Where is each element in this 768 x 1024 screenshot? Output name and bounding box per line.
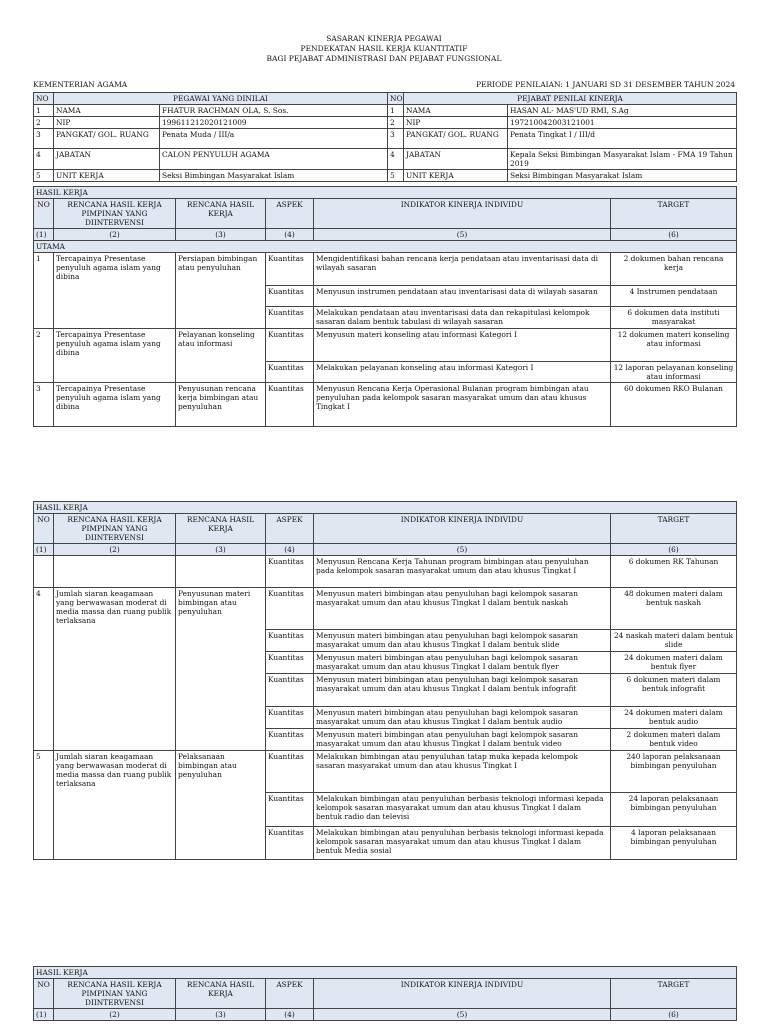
aspek: Kuantitas xyxy=(266,286,314,307)
row-no: 2 xyxy=(34,117,54,129)
target: 24 laporan pelaksanaan bimbingan penyuluhan xyxy=(611,793,737,827)
column-header: ASPEK xyxy=(266,199,314,229)
indikator-row xyxy=(34,751,737,793)
column-number: (2) xyxy=(54,1009,176,1021)
utama-label: UTAMA xyxy=(34,241,737,253)
row-no: 3 xyxy=(34,129,54,149)
pegawai-label: NAMA xyxy=(54,105,160,117)
row-no: 3 xyxy=(388,129,404,149)
pegawai-value: FHATUR RACHMAN OLA, S. Sos. xyxy=(160,105,388,117)
column-number: (4) xyxy=(266,544,314,556)
indikator: Menyusun materi konseling atau informasi Kategori I xyxy=(314,329,611,362)
aspek: Kuantitas xyxy=(266,630,314,652)
identity-table xyxy=(33,92,737,182)
aspek: Kuantitas xyxy=(266,588,314,630)
indikator-row xyxy=(34,253,737,286)
hasil-kerja-table-page1 xyxy=(33,186,737,427)
identity-row xyxy=(34,149,737,170)
indikator: Mengidentifikasi bahan rencana kerja pendataan atau inventarisasi data di wilayah sasaran xyxy=(314,253,611,286)
aspek: Kuantitas xyxy=(266,556,314,588)
pegawai-label: NIP xyxy=(54,117,160,129)
column-number-row xyxy=(34,229,737,241)
column-header: TARGET xyxy=(611,199,737,229)
group-no: 4 xyxy=(34,588,54,751)
target: 2 dokumen bahan rencana kerja xyxy=(611,253,737,286)
column-number: (2) xyxy=(54,229,176,241)
col-no: NO xyxy=(388,93,404,105)
column-header: TARGET xyxy=(611,514,737,544)
indikator: Melakukan bimbingan atau penyuluhan berbasis teknologi informasi kepada kelompok sasaran masyarakat umum dan atau khusus Tingkat I dalam bentuk radio dan televisi xyxy=(314,793,611,827)
target: 6 dokumen data instituti masyarakat xyxy=(611,307,737,329)
column-header-row xyxy=(34,514,737,544)
indikator: Melakukan bimbingan atau penyuluhan berbasis teknologi informasi kepada kelompok sasaran masyarakat umum dan atau khusus Tingkat I dalam bentuk Media sosial xyxy=(314,827,611,860)
target: 12 laporan pelayanan konseling atau informasi xyxy=(611,362,737,383)
penilai-label: NIP xyxy=(404,117,508,129)
rhk: Pelaksanaan bimbingan atau penyuluhan xyxy=(176,751,266,860)
indikator: Menyusun materi bimbingan atau penyuluhan bagi kelompok sasaran masyarakat umum dan atau khusus Tingkat I dalam bentuk slide xyxy=(314,630,611,652)
indikator: Melakukan bimbingan atau penyuluhan tatap muka kepada kelompok sasaran masyarakat umum dan atau khusus Tingkat I xyxy=(314,751,611,793)
column-number: (6) xyxy=(611,544,737,556)
penilai-value: 197210042003121001 xyxy=(508,117,737,129)
row-no: 4 xyxy=(34,149,54,170)
target: 48 dokumen materi dalam bentuk naskah xyxy=(611,588,737,630)
column-number: (5) xyxy=(314,544,611,556)
column-header: NO xyxy=(34,514,54,544)
aspek: Kuantitas xyxy=(266,729,314,751)
column-header: RENCANA HASIL KERJA PIMPINAN YANG DIINTERVENSI xyxy=(54,199,176,229)
row-no: 1 xyxy=(388,105,404,117)
column-number: (5) xyxy=(314,229,611,241)
hasil-kerja-table-page3 xyxy=(33,966,737,1021)
empty-cell xyxy=(54,556,176,588)
column-header: INDIKATOR KINERJA INDIVIDU xyxy=(314,199,611,229)
pegawai-label: JABATAN xyxy=(54,149,160,170)
identity-row xyxy=(34,105,737,117)
instansi-label: KEMENTERIAN AGAMA xyxy=(33,80,128,89)
hasil-kerja-table-page2 xyxy=(33,501,737,860)
target: 6 dokumen RK Tahunan xyxy=(611,556,737,588)
target: 2 dokumen materi dalam bentuk video xyxy=(611,729,737,751)
column-header: RENCANA HASIL KERJA xyxy=(176,514,266,544)
indikator: Menyusun instrumen pendataan atau inventarisasi data di wilayah sasaran xyxy=(314,286,611,307)
indikator: Menyusun materi bimbingan atau penyuluhan bagi kelompok sasaran masyarakat umum dan atau khusus Tingkat I dalam bentuk flyer xyxy=(314,652,611,674)
doc-title-1: SASARAN KINERJA PEGAWAI xyxy=(326,34,442,43)
penilai-label: PANGKAT/ GOL. RUANG xyxy=(404,129,508,149)
column-number: (5) xyxy=(314,1009,611,1021)
aspek: Kuantitas xyxy=(266,253,314,286)
indikator-row xyxy=(34,588,737,630)
indikator: Menyusun materi bimbingan atau penyuluhan bagi kelompok sasaran masyarakat umum dan atau khusus Tingkat I dalam bentuk video xyxy=(314,729,611,751)
column-number: (1) xyxy=(34,229,54,241)
column-number: (1) xyxy=(34,1009,54,1021)
aspek: Kuantitas xyxy=(266,307,314,329)
column-header: INDIKATOR KINERJA INDIVIDU xyxy=(314,514,611,544)
column-number: (6) xyxy=(611,1009,737,1021)
column-number: (4) xyxy=(266,1009,314,1021)
column-header: RENCANA HASIL KERJA xyxy=(176,199,266,229)
column-number-row xyxy=(34,1009,737,1021)
pegawai-value: Seksi Bimbingan Masyarakat Islam xyxy=(160,170,388,182)
target: 24 dokumen materi dalam bentuk audio xyxy=(611,707,737,729)
column-number-row xyxy=(34,544,737,556)
target: 4 Instrumen pendataan xyxy=(611,286,737,307)
row-no: 5 xyxy=(388,170,404,182)
column-header: INDIKATOR KINERJA INDIVIDU xyxy=(314,979,611,1009)
target: 6 dokumen materi dalam bentuk infografit xyxy=(611,674,737,707)
column-header: RENCANA HASIL KERJA PIMPINAN YANG DIINTERVENSI xyxy=(54,979,176,1009)
indikator: Menyusun materi bimbingan atau penyuluhan bagi kelompok sasaran masyarakat umum dan atau khusus Tingkat I dalam bentuk naskah xyxy=(314,588,611,630)
target: 60 dokumen RKO Bulanan xyxy=(611,383,737,427)
rhk-pimpinan: Tercapainya Presentase penyuluh agama islam yang dibina xyxy=(54,383,176,427)
aspek: Kuantitas xyxy=(266,362,314,383)
aspek: Kuantitas xyxy=(266,827,314,860)
pegawai-label: PANGKAT/ GOL. RUANG xyxy=(54,129,160,149)
rhk: Pelayanan konseling atau informasi xyxy=(176,329,266,383)
column-number: (3) xyxy=(176,1009,266,1021)
indikator-row xyxy=(34,329,737,362)
target: 240 laporan pelaksanaan bimbingan penyuluhan xyxy=(611,751,737,793)
pegawai-value: CALON PENYULUH AGAMA xyxy=(160,149,388,170)
empty-cell xyxy=(176,556,266,588)
column-number: (6) xyxy=(611,229,737,241)
aspek: Kuantitas xyxy=(266,751,314,793)
indikator: Melakukan pelayanan konseling atau informasi Kategori I xyxy=(314,362,611,383)
penilai-label: NAMA xyxy=(404,105,508,117)
target: 12 dokumen materi konseling atau informasi xyxy=(611,329,737,362)
column-number: (2) xyxy=(54,544,176,556)
section-label: HASIL KERJA xyxy=(34,502,737,514)
aspek: Kuantitas xyxy=(266,383,314,427)
penilai-value: Kepala Seksi Bimbingan Masyarakat Islam - FMA 19 Tahun 2019 xyxy=(508,149,737,170)
section-row xyxy=(34,502,737,514)
utama-row xyxy=(34,241,737,253)
column-header: NO xyxy=(34,979,54,1009)
identity-row xyxy=(34,170,737,182)
aspek: Kuantitas xyxy=(266,674,314,707)
section-row xyxy=(34,187,737,199)
column-header: ASPEK xyxy=(266,514,314,544)
column-number: (4) xyxy=(266,229,314,241)
pegawai-header: PEGAWAI YANG DINILAI xyxy=(54,93,388,105)
identity-row xyxy=(34,129,737,149)
column-number: (3) xyxy=(176,544,266,556)
rhk-pimpinan: Tercapainya Presentase penyuluh agama islam yang dibina xyxy=(54,253,176,329)
penilai-value: Seksi Bimbingan Masyarakat Islam xyxy=(508,170,737,182)
target: 24 dokumen materi dalam bentuk flyer xyxy=(611,652,737,674)
row-no: 1 xyxy=(34,105,54,117)
target: 24 naskah materi dalam bentuk slide xyxy=(611,630,737,652)
indikator-row xyxy=(34,383,737,427)
doc-title-3: BAGI PEJABAT ADMINISTRASI DAN PEJABAT FUNGSIONAL xyxy=(266,54,502,63)
penilai-value: Penata Tingkat I / III/d xyxy=(508,129,737,149)
column-header: NO xyxy=(34,199,54,229)
indikator: Melakukan pendataan atau inventarisasi data dan rekapitulasi kelompok sasaran dalam bentuk tabulasi di wilayah sasaran xyxy=(314,307,611,329)
pegawai-value: 199611212020121009 xyxy=(160,117,388,129)
group-no: 5 xyxy=(34,751,54,860)
row-no: 4 xyxy=(388,149,404,170)
pegawai-value: Penata Muda / III/a xyxy=(160,129,388,149)
group-no: 3 xyxy=(34,383,54,427)
penilai-value: HASAN AL- MAS'UD RMI, S.Ag xyxy=(508,105,737,117)
periode-label: PERIODE PENILAIAN: 1 JANUARI SD 31 DESEMBER TAHUN 2024 xyxy=(476,80,735,89)
rhk: Penyusunan materi bimbingan atau penyuluhan xyxy=(176,588,266,751)
indikator: Menyusun Rencana Kerja Operasional Bulanan program bimbingan atau penyuluhan pada kelompok sasaran masyarakat umum dan atau khusus Tingkat I xyxy=(314,383,611,427)
rhk-pimpinan: Jumlah siaran keagamaan yang berwawasan moderat di media massa dan ruang publik terlaksana xyxy=(54,751,176,860)
section-label: HASIL KERJA xyxy=(34,967,737,979)
aspek: Kuantitas xyxy=(266,793,314,827)
column-header: RENCANA HASIL KERJA xyxy=(176,979,266,1009)
group-no: 1 xyxy=(34,253,54,329)
penilai-header: PEJABAT PENILAI KINERJA xyxy=(404,93,737,105)
pegawai-label: UNIT KERJA xyxy=(54,170,160,182)
identity-header-row xyxy=(34,93,737,105)
penilai-label: UNIT KERJA xyxy=(404,170,508,182)
rhk-pimpinan: Jumlah siaran keagamaan yang berwawasan moderat di media massa dan ruang publik terlaksana xyxy=(54,588,176,751)
aspek: Kuantitas xyxy=(266,707,314,729)
column-header: TARGET xyxy=(611,979,737,1009)
indikator: Menyusun materi bimbingan atau penyuluhan bagi kelompok sasaran masyarakat umum dan atau khusus Tingkat I dalam bentuk infografit xyxy=(314,674,611,707)
indikator: Menyusun materi bimbingan atau penyuluhan bagi kelompok sasaran masyarakat umum dan atau khusus Tingkat I dalam bentuk audio xyxy=(314,707,611,729)
column-number: (3) xyxy=(176,229,266,241)
empty-cell xyxy=(34,556,54,588)
indikator-row xyxy=(34,556,737,588)
col-no: NO xyxy=(34,93,54,105)
group-no: 2 xyxy=(34,329,54,383)
rhk: Penyusunan rencana kerja bimbingan atau penyuluhan xyxy=(176,383,266,427)
row-no: 5 xyxy=(34,170,54,182)
aspek: Kuantitas xyxy=(266,329,314,362)
row-no: 2 xyxy=(388,117,404,129)
penilai-label: JABATAN xyxy=(404,149,508,170)
rhk: Persiapan bimbingan atau penyuluhan xyxy=(176,253,266,329)
rhk-pimpinan: Tercapainya Presentase penyuluh agama islam yang dibina xyxy=(54,329,176,383)
column-header: RENCANA HASIL KERJA PIMPINAN YANG DIINTERVENSI xyxy=(54,514,176,544)
aspek: Kuantitas xyxy=(266,652,314,674)
target: 4 laporan pelaksanaan bimbingan penyuluhan xyxy=(611,827,737,860)
column-header-row xyxy=(34,199,737,229)
column-number: (1) xyxy=(34,544,54,556)
column-header-row xyxy=(34,979,737,1009)
column-header: ASPEK xyxy=(266,979,314,1009)
indikator: Menyusun Rencana Kerja Tahunan program bimbingan atau penyuluhan pada kelompok sasaran masyarakat umum dan atau khusus Tingkat I xyxy=(314,556,611,588)
section-label: HASIL KERJA xyxy=(34,187,737,199)
identity-row xyxy=(34,117,737,129)
doc-title-2: PENDEKATAN HASIL KERJA KUANTITATIF xyxy=(300,44,468,53)
section-row xyxy=(34,967,737,979)
